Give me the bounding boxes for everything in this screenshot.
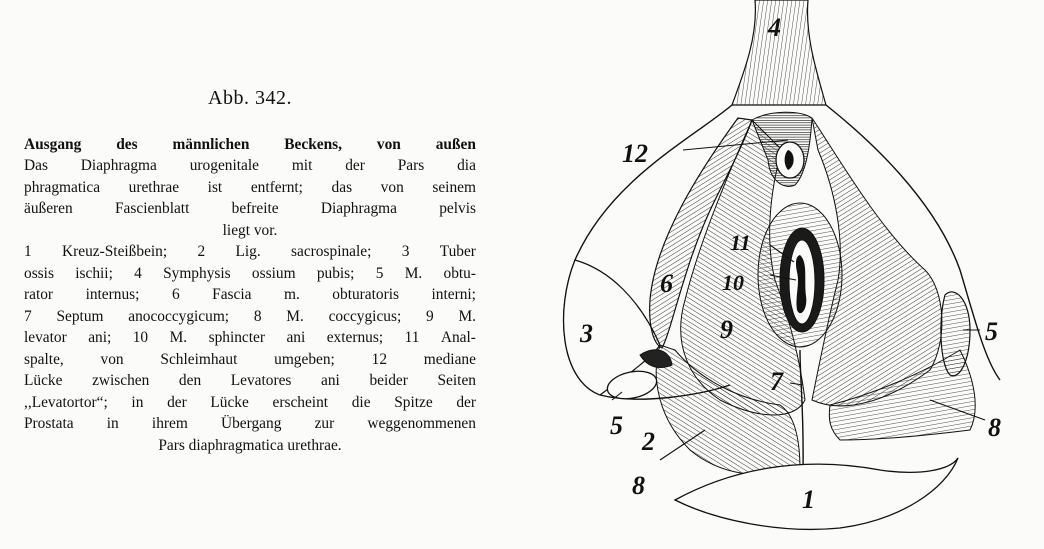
caption-word: M.	[458, 307, 476, 325]
caption-word: 9	[426, 307, 434, 325]
caption-word: dia	[457, 157, 476, 174]
caption-word: mediane	[423, 350, 476, 368]
caption-word: pubis;	[316, 264, 355, 282]
caption-word: beider	[369, 372, 408, 389]
label-2: 2	[642, 427, 655, 456]
caption-word: 4	[134, 264, 142, 282]
heading-word: Beckens,	[284, 135, 343, 153]
caption-word: 2	[197, 243, 206, 260]
caption-line	[24, 177, 476, 199]
caption-word: Tuber	[439, 243, 476, 260]
caption-word: Prostata	[24, 415, 74, 432]
caption-word: M.	[404, 264, 423, 282]
caption-word: Pars	[397, 157, 425, 174]
caption-word: die	[351, 393, 371, 411]
caption-word: zur	[314, 415, 335, 432]
caption-line	[24, 327, 476, 349]
heading-word: Ausgang	[24, 135, 82, 153]
caption-line	[24, 349, 476, 371]
caption-word: 3	[401, 243, 410, 260]
caption-word: von	[100, 350, 124, 368]
label-9: 9	[720, 315, 733, 344]
caption-word: rator	[24, 286, 54, 303]
caption-word: 8	[253, 307, 262, 325]
caption-word: ani;	[88, 329, 112, 346]
caption-word: ischii;	[75, 264, 113, 282]
caption-word: pelvis	[439, 200, 476, 217]
caption-line	[24, 263, 476, 285]
caption-word: der	[456, 393, 476, 411]
caption-word: Diaphragma	[320, 200, 397, 217]
heading-word: außen	[435, 135, 476, 153]
caption-word: ani	[321, 372, 340, 389]
caption-word: anococcygicum;	[128, 307, 230, 325]
caption-word: ossium	[251, 264, 296, 282]
caption-line	[24, 392, 476, 414]
caption-word: seinem	[432, 178, 476, 196]
label-3: 3	[580, 319, 593, 348]
caption-word: 5	[375, 264, 384, 282]
caption-line	[24, 306, 476, 328]
caption-word: in	[131, 393, 144, 411]
label-5-left: 5	[610, 411, 623, 440]
caption-line: Pars diaphragmatica urethrae.	[158, 436, 342, 454]
label-8-right: 8	[988, 413, 1001, 442]
heading-word: von	[376, 135, 401, 153]
caption-word: Spitze	[394, 393, 433, 411]
caption-word: zwischen	[92, 372, 150, 389]
caption-word: Kreuz-Steißbein;	[62, 243, 168, 260]
caption-word: Fascienblatt	[114, 200, 190, 217]
label-4: 4	[768, 13, 781, 42]
caption-word: das	[331, 178, 353, 196]
caption-word: der	[345, 157, 365, 174]
caption-word: obturatoris	[332, 286, 399, 303]
pelvic-outlet-illustration	[530, 0, 1044, 549]
caption-word: erscheint	[272, 393, 329, 411]
caption-line: liegt vor.	[222, 221, 278, 239]
label-12: 12	[622, 139, 648, 168]
caption-word: Lig.	[235, 243, 261, 260]
caption-word: weggenommenen	[367, 415, 476, 432]
caption-word: den	[178, 372, 202, 389]
caption-word: Fascia	[212, 286, 252, 303]
caption-word: obtu-	[443, 264, 476, 282]
caption-word: Symphysis	[163, 264, 231, 282]
heading-word: des	[116, 135, 138, 153]
caption-word: ,,Levatortor“;	[24, 393, 108, 411]
caption-word: urethrae	[128, 178, 180, 196]
label-8-left: 8	[632, 471, 645, 500]
septum-anococcygicum	[800, 350, 803, 470]
caption-word: 11	[404, 329, 420, 346]
caption-word: Übergang	[221, 415, 282, 432]
caption-word: 10	[132, 329, 149, 346]
caption-word: sphincter	[208, 329, 265, 346]
caption-word: 1	[24, 243, 32, 260]
figure-caption	[24, 88, 476, 456]
label-10: 10	[722, 270, 744, 295]
caption-word: Levatores	[230, 372, 292, 389]
caption-word: m.	[283, 286, 300, 303]
caption-word: Lücke	[210, 393, 249, 411]
caption-word: ossis	[24, 264, 54, 282]
caption-word: Seiten	[437, 372, 476, 389]
caption-word: mit	[291, 157, 313, 174]
caption-line	[24, 155, 476, 177]
caption-word: interni;	[431, 286, 476, 303]
caption-word: der	[167, 393, 187, 411]
figure-number: Abb. 342.	[208, 87, 292, 109]
caption-line	[24, 241, 476, 263]
caption-word: 12	[371, 350, 388, 368]
caption-word: 6	[171, 286, 180, 303]
caption-line	[24, 198, 476, 220]
caption-word: Das	[24, 157, 48, 174]
coccyx	[675, 458, 958, 529]
caption-word: externus;	[326, 329, 384, 346]
caption-word: ani	[286, 329, 306, 346]
caption-word: entfernt;	[250, 178, 303, 196]
label-6: 6	[660, 269, 673, 298]
caption-body	[24, 155, 476, 456]
caption-heading	[24, 134, 476, 156]
label-5-right: 5	[985, 317, 998, 346]
caption-word: befreite	[231, 200, 279, 217]
caption-word: Schleimhaut	[160, 350, 238, 368]
caption-word: Lücke	[24, 372, 63, 389]
caption-word: Septum	[56, 307, 104, 325]
caption-word: phragmatica	[24, 178, 101, 196]
caption-line	[24, 370, 476, 392]
caption-word: in	[106, 415, 119, 432]
caption-word: ist	[207, 178, 223, 196]
caption-word: urogenitale	[189, 157, 259, 174]
caption-word: coccygicus;	[328, 307, 402, 325]
caption-line	[24, 284, 476, 306]
caption-word: M.	[169, 329, 188, 346]
caption-word: umgeben;	[274, 350, 335, 368]
caption-word: Anal-	[440, 329, 476, 346]
label-11: 11	[730, 230, 751, 255]
label-1: 1	[802, 485, 815, 514]
caption-word: sacrospinale;	[291, 243, 372, 260]
caption-word: M.	[286, 307, 304, 325]
caption-word: internus;	[85, 286, 140, 303]
caption-word: ihrem	[151, 415, 188, 432]
caption-word: 7	[24, 307, 32, 325]
label-7: 7	[770, 367, 783, 396]
heading-word: männlichen	[172, 135, 250, 153]
caption-line	[24, 413, 476, 435]
caption-word: Diaphragma	[80, 157, 157, 174]
caption-word: spalte,	[24, 350, 64, 368]
caption-word: levator	[24, 329, 67, 346]
caption-word: von	[380, 178, 404, 196]
caption-word: äußeren	[24, 200, 73, 217]
